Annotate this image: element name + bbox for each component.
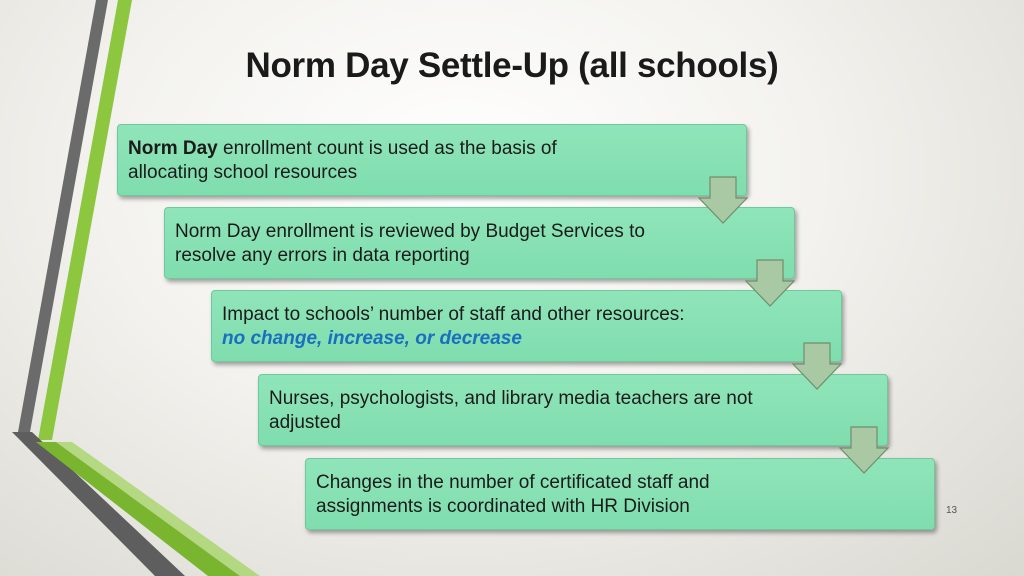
page-number: 13 [946, 505, 958, 516]
step-1-line-2: allocating school resources [128, 162, 358, 183]
down-arrow-icon [792, 342, 842, 390]
step-5-line-1: Changes in the number of certificated staff and [316, 472, 710, 493]
down-arrow-icon [745, 259, 795, 307]
slide-title: Norm Day Settle-Up (all schools) [245, 46, 779, 85]
step-1-line-1 [128, 137, 736, 161]
step-3-line-2: no change, increase, or decrease [222, 328, 522, 349]
down-arrow-icon [698, 176, 748, 224]
step-4-line-1: Nurses, psychologists, and library media teachers are not [269, 388, 753, 409]
step-5-line-2: assignments is coordinated with HR Division [316, 496, 690, 517]
down-arrow-icon [839, 426, 889, 474]
step-2-line-2: resolve any errors in data reporting [175, 245, 470, 266]
step-1 [117, 124, 747, 196]
step-4-line-2: adjusted [269, 412, 341, 433]
step-1-bold: Norm Day [128, 138, 218, 159]
step-3-line-1: Impact to schools’ number of staff and other resources: [222, 304, 685, 325]
step-1-text: enrollment count is used as the basis of [217, 138, 557, 159]
step-2-line-1: Norm Day enrollment is reviewed by Budget Services to [175, 221, 645, 242]
